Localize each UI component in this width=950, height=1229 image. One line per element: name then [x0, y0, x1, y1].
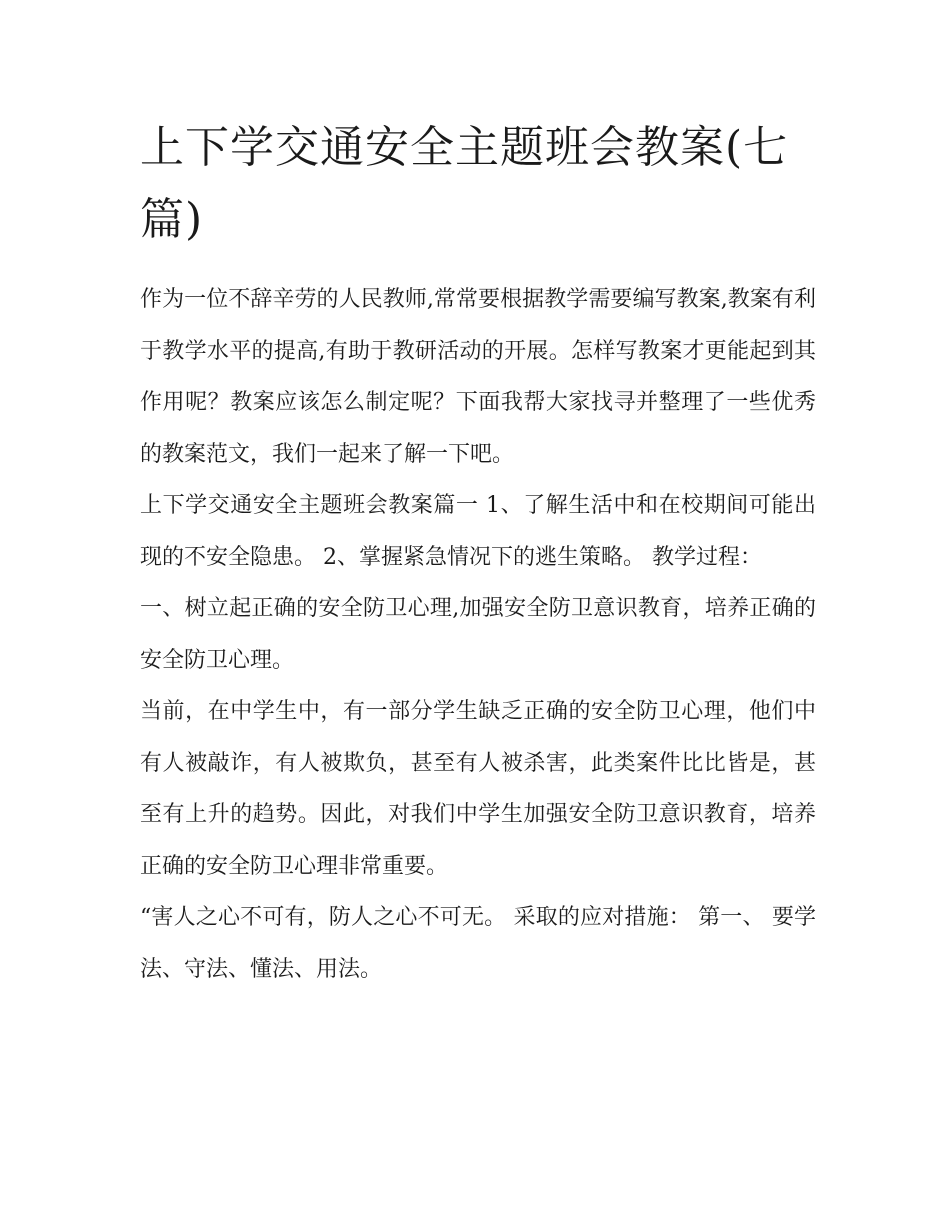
paragraph-current-situation: 当前，在中学生中，有一部分学生缺乏正确的安全防卫心理，他们中有人被敲诈，有人被欺负，甚至有人被杀害，此类案件比比皆是，甚至有上升的趋势。因此，对我们中学生加强安全防卫意识教育，培养正确的安全防卫心理非常重要。	[140, 699, 816, 879]
paragraph-lesson-one: 上下学交通安全主题班会教案篇一 1、了解生活中和在校期间可能出现的不安全隐患。 2、掌握紧急情况下的逃生策略。 教学过程：	[140, 493, 816, 570]
document-page	[140, 112, 816, 995]
paragraph-intro: 作为一位不辞辛劳的人民教师,常常要根据教学需要编写教案,教案有利于教学水平的提高,有助于教研活动的开展。怎样写教案才更能起到其作用呢？教案应该怎么制定呢？下面我帮大家找寻并整理了一些优秀的教案范文，我们一起来了解一下吧。	[140, 287, 816, 467]
paragraph-measures: “害人之心不可有，防人之心不可无。 采取的应对措施： 第一、 要学法、守法、懂法、用法。	[140, 905, 816, 982]
paragraph-section-one: 一、树立起正确的安全防卫心理,加强安全防卫意识教育，培养正确的安全防卫心理。	[140, 596, 816, 673]
document-title: 上下学交通安全主题班会教案(七篇)	[140, 122, 789, 245]
